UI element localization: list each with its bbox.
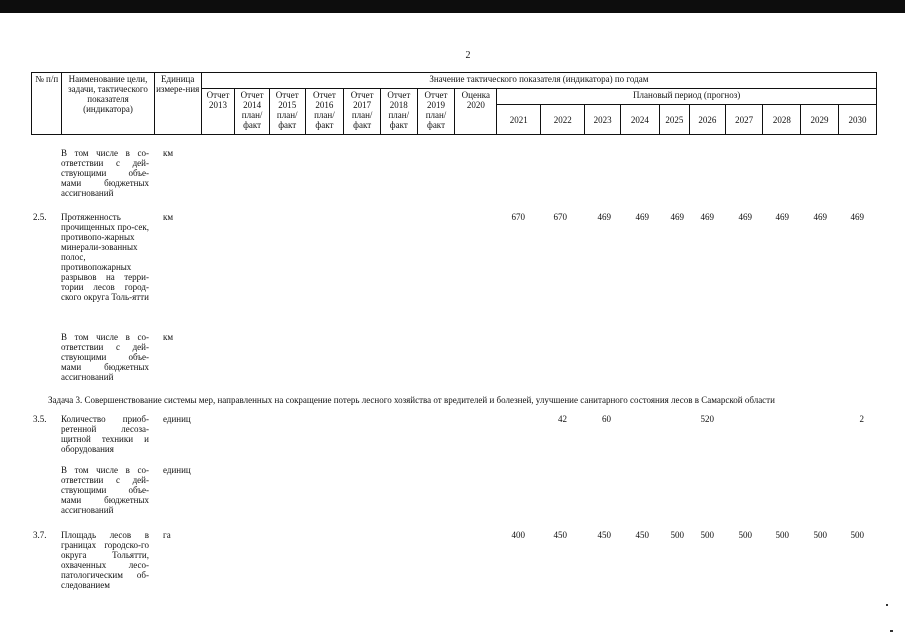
row-1-unit: км <box>163 212 174 222</box>
header-year-2029: 2029 <box>801 105 839 135</box>
header-year-2022: 2022 <box>541 105 585 135</box>
header-report-2015: Отчет 2015 план/ факт <box>269 89 305 135</box>
row-5-unit: га <box>163 530 171 540</box>
header-values: Значение тактического показателя (индикатора) по годам <box>201 73 876 89</box>
header-report-2017: Отчет 2017 план/ факт <box>344 89 381 135</box>
row-5-value-2024: 450 <box>635 530 649 540</box>
header-year-2024: 2024 <box>620 105 659 135</box>
header-name: Наименование цели, задачи, тактического показателя (индикатора) <box>62 73 154 135</box>
header-unit: Единица измере-ния <box>154 73 201 135</box>
header-year-2025: 2025 <box>659 105 689 135</box>
scan-speck <box>890 630 893 632</box>
row-1-number: 2.5. <box>33 212 47 222</box>
header-report-2013: Отчет 2013 <box>201 89 235 135</box>
header-report-2019: Отчет 2019 план/ факт <box>417 89 455 135</box>
row-4-unit: единиц <box>163 465 191 475</box>
row-1-name: Протяженность прочищенных про-сек, противопо-жарных минерали-зованных полос, противопожарных разрывов на терри-тории лесов город-ского округа Толь-ятти <box>61 212 149 302</box>
row-3-value-2022: 42 <box>558 414 567 424</box>
row-5-value-2025: 500 <box>670 530 684 540</box>
scan-top-border <box>0 0 905 13</box>
row-4-name: В том числе в со-ответствии с дей-ствующими объе-мами бюджетных ассигнований <box>61 465 149 515</box>
row-3-number: 3.5. <box>33 414 47 424</box>
header-year-2028: 2028 <box>763 105 801 135</box>
header-estimate-2020: Оценка 2020 <box>455 89 497 135</box>
header-plan-period: Плановый период (прогноз) <box>497 89 877 105</box>
row-3-unit: единиц <box>163 414 191 424</box>
header-year-2027: 2027 <box>725 105 763 135</box>
row-3-value-2030: 2 <box>859 414 864 424</box>
header-report-2014: Отчет 2014 план/ факт <box>235 89 270 135</box>
row-5-value-2029: 500 <box>813 530 827 540</box>
header-no: № п/п <box>32 73 62 135</box>
row-1-value-2027: 469 <box>738 212 752 222</box>
row-1-value-2025: 469 <box>670 212 684 222</box>
page-number: 2 <box>465 50 471 61</box>
table-header <box>31 72 877 135</box>
row-5-number: 3.7. <box>33 530 47 540</box>
row-5-value-2027: 500 <box>738 530 752 540</box>
header-year-2021: 2021 <box>497 105 541 135</box>
row-1-value-2022: 670 <box>553 212 567 222</box>
row-5-value-2028: 500 <box>775 530 789 540</box>
header-year-2030: 2030 <box>838 105 876 135</box>
row-1-value-2023: 469 <box>597 212 611 222</box>
task-3-heading: Задача 3. Совершенствование системы мер, направленных на сокращение потерь лесного хозяйства от вредителей и болезней, улучшение санитарного состояния лесов в Самарской области <box>48 395 775 405</box>
row-1-value-2021: 670 <box>511 212 525 222</box>
header-report-2016: Отчет 2016 план/ факт <box>305 89 344 135</box>
row-1-value-2029: 469 <box>813 212 827 222</box>
row-5-value-2026: 500 <box>700 530 714 540</box>
row-3-value-2026: 520 <box>700 414 714 424</box>
row-5-value-2021: 400 <box>511 530 525 540</box>
row-0-unit: км <box>163 148 174 158</box>
header-report-2018: Отчет 2018 план/ факт <box>380 89 417 135</box>
row-1-value-2028: 469 <box>775 212 789 222</box>
row-5-value-2022: 450 <box>553 530 567 540</box>
row-3-value-2023: 60 <box>602 414 611 424</box>
row-2-name: В том числе в со-ответствии с дей-ствующими объе-мами бюджетных ассигнований <box>61 332 149 382</box>
scan-speck <box>886 604 888 606</box>
row-3-name: Количество приоб-ретенной лесоза-щитной техники и оборудования <box>61 414 149 454</box>
row-1-value-2030: 469 <box>850 212 864 222</box>
header-year-2026: 2026 <box>690 105 726 135</box>
header-year-2023: 2023 <box>585 105 621 135</box>
row-2-unit: км <box>163 332 174 342</box>
row-1-value-2026: 469 <box>700 212 714 222</box>
row-5-value-2023: 450 <box>597 530 611 540</box>
row-1-value-2024: 469 <box>635 212 649 222</box>
row-0-name: В том числе в со-ответствии с дей-ствующими объе-мами бюджетных ассигнований <box>61 148 149 198</box>
row-5-value-2030: 500 <box>850 530 864 540</box>
row-5-name: Площадь лесов в границах городско-го округа Тольятти, охваченных лесо-патологическим об-следованием <box>61 530 149 590</box>
